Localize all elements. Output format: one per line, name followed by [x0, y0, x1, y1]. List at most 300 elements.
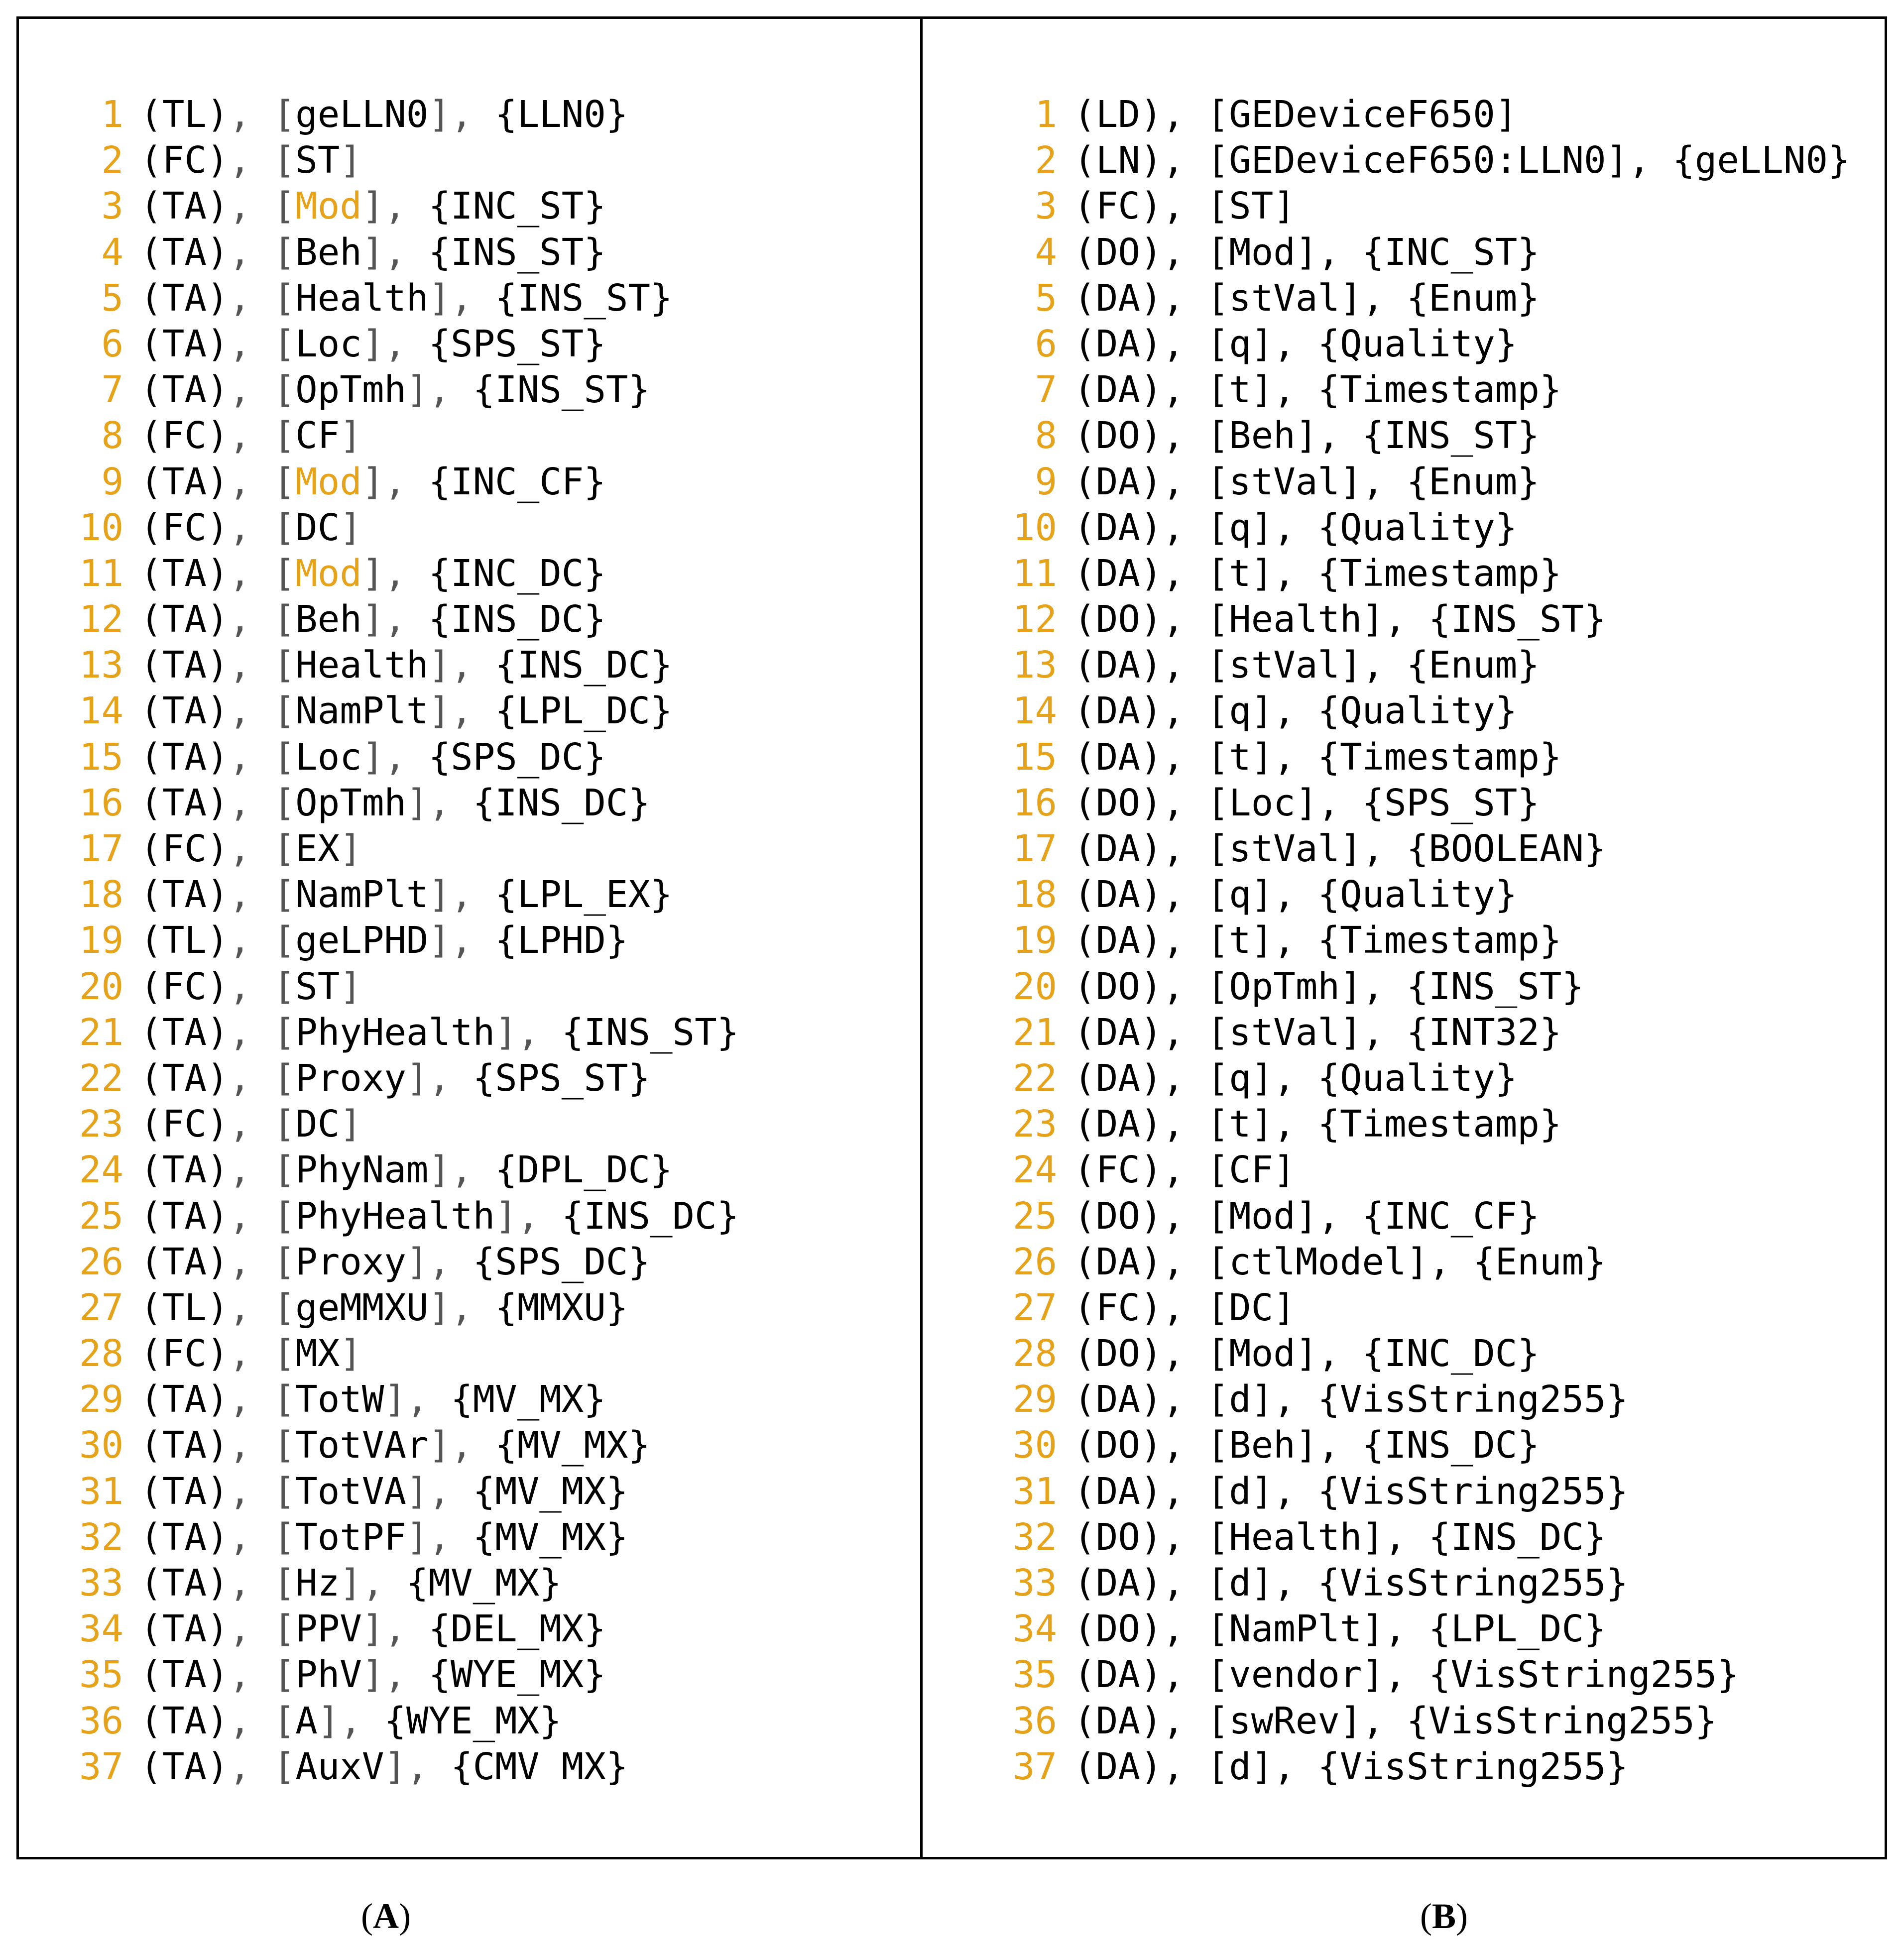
line-number: 25 — [79, 1194, 123, 1238]
code-line — [75, 780, 739, 826]
code-line — [1008, 321, 1850, 367]
line-type: {Quality} — [1317, 506, 1518, 549]
line-name: NamPlt — [295, 689, 429, 733]
line-name: swRev — [1229, 1699, 1340, 1742]
separator: , [ — [1162, 1194, 1229, 1238]
separator: ], — [1362, 598, 1429, 641]
code-line — [75, 413, 739, 459]
separator: ], — [1251, 368, 1318, 412]
line-name: ST — [295, 965, 340, 1008]
line-kind: (TA) — [140, 1562, 229, 1605]
line-type: {LLN0} — [495, 93, 628, 136]
line-number: 8 — [101, 414, 123, 458]
code-line — [75, 1193, 739, 1239]
line-type: {INS_DC} — [473, 781, 651, 824]
line-number: 29 — [79, 1378, 123, 1421]
line-number: 2 — [101, 139, 123, 182]
figure-frame — [16, 16, 1887, 1859]
separator: ], — [406, 1515, 473, 1559]
line-type: {INC_ST} — [1362, 230, 1540, 274]
line-kind: (TA) — [140, 1699, 229, 1742]
line-name: DC — [295, 1103, 340, 1146]
separator: , [ — [1162, 1011, 1229, 1054]
line-number: 37 — [1012, 1745, 1057, 1788]
separator: , [ — [1162, 460, 1229, 503]
separator: ], — [1251, 1378, 1318, 1421]
line-number: 24 — [1012, 1148, 1057, 1192]
line-name: t — [1229, 1103, 1251, 1146]
separator: , [ — [229, 1240, 296, 1283]
separator: , [ — [229, 185, 296, 228]
line-number: 15 — [79, 735, 123, 779]
line-number: 11 — [79, 552, 123, 595]
line-kind: (DA) — [1073, 1470, 1163, 1513]
line-kind: (TA) — [140, 689, 229, 733]
separator: ], — [361, 735, 429, 779]
line-name: Loc — [295, 322, 362, 365]
line-number: 34 — [79, 1607, 123, 1651]
line-kind: (TA) — [140, 1424, 229, 1467]
separator: ], — [428, 919, 495, 962]
line-number: 8 — [1035, 414, 1057, 458]
code-line — [1008, 872, 1850, 918]
line-name: q — [1229, 1056, 1251, 1100]
line-kind: (TA) — [140, 230, 229, 274]
separator: , [ — [229, 139, 296, 182]
line-type: {Timestamp} — [1317, 1103, 1562, 1146]
line-type: {Enum} — [1406, 276, 1540, 320]
separator: ], — [1362, 1607, 1429, 1651]
line-kind: (DO) — [1073, 965, 1163, 1008]
caption-a: (A) — [361, 1896, 411, 1936]
separator: ], — [1362, 1653, 1429, 1697]
separator: , [ — [229, 1515, 296, 1559]
line-type: {INC_CF} — [428, 460, 606, 503]
line-number: 10 — [1012, 506, 1057, 549]
line-type: {INS_ST} — [561, 1011, 739, 1054]
separator: , [ — [1162, 1056, 1229, 1100]
line-kind: (DA) — [1073, 552, 1163, 595]
line-number: 6 — [101, 322, 123, 365]
line-kind: (TA) — [140, 735, 229, 779]
separator: ], — [1251, 1745, 1318, 1788]
separator: ], — [384, 1745, 451, 1788]
line-number: 10 — [79, 506, 123, 549]
line-name: Health — [295, 276, 429, 320]
caption-b: (B) — [1420, 1896, 1468, 1936]
code-line — [1008, 1193, 1850, 1239]
line-name: Mod — [295, 552, 362, 595]
line-name: geMMXU — [295, 1286, 429, 1329]
separator: , [ — [1162, 1286, 1229, 1329]
line-name: EX — [295, 827, 340, 870]
separator: ], — [1295, 781, 1362, 824]
line-type: {SPS_DC} — [473, 1240, 651, 1283]
line-name: Loc — [1229, 781, 1296, 824]
separator: , [ — [1162, 873, 1229, 917]
code-line — [1008, 734, 1850, 780]
separator: , [ — [1162, 735, 1229, 779]
separator: ], — [428, 1424, 495, 1467]
line-name: Mod — [1229, 1194, 1296, 1238]
separator: , [ — [1162, 1745, 1229, 1788]
line-number: 6 — [1035, 322, 1057, 365]
line-number: 14 — [79, 689, 123, 733]
line-kind: (DA) — [1073, 1103, 1163, 1146]
separator: , [ — [229, 1378, 296, 1421]
separator: , [ — [1162, 230, 1229, 274]
line-name: Mod — [295, 460, 362, 503]
separator: , [ — [229, 689, 296, 733]
line-type: {Timestamp} — [1317, 919, 1562, 962]
code-line — [75, 321, 739, 367]
separator: , [ — [229, 368, 296, 412]
line-type: {Timestamp} — [1317, 552, 1562, 595]
code-line — [1008, 1606, 1850, 1652]
line-number: 1 — [1035, 93, 1057, 136]
code-line — [75, 1285, 739, 1331]
line-kind: (DA) — [1073, 919, 1163, 962]
separator: ] — [340, 1103, 362, 1146]
code-line — [75, 137, 739, 183]
line-type: {WYE_MX} — [428, 1653, 606, 1697]
code-line — [1008, 505, 1850, 551]
separator: ], — [1295, 1332, 1362, 1376]
line-type: {INC_DC} — [1362, 1332, 1540, 1376]
separator: , [ — [1162, 1332, 1229, 1376]
separator: , [ — [229, 965, 296, 1008]
line-number: 26 — [79, 1240, 123, 1283]
line-type: {INS_ST} — [473, 368, 651, 412]
separator: ] — [1273, 1286, 1296, 1329]
separator: ], — [1339, 827, 1407, 870]
line-type: {LPHD} — [495, 919, 628, 962]
line-type: {Quality} — [1317, 1056, 1518, 1100]
separator: , [ — [1162, 276, 1229, 320]
line-number: 24 — [79, 1148, 123, 1192]
code-line — [1008, 367, 1850, 413]
line-type: {MMXU} — [495, 1286, 628, 1329]
separator: ], — [361, 322, 429, 365]
separator: , [ — [1162, 1424, 1229, 1467]
separator: ] — [340, 506, 362, 549]
line-kind: (FC) — [140, 1332, 229, 1376]
separator: , [ — [229, 735, 296, 779]
separator: ] — [340, 1332, 362, 1376]
line-number: 5 — [101, 276, 123, 320]
line-kind: (DA) — [1073, 827, 1163, 870]
code-line — [1008, 688, 1850, 734]
code-line — [1008, 1147, 1850, 1193]
panel-a — [19, 19, 923, 1857]
line-number: 3 — [1035, 185, 1057, 228]
separator: , [ — [1162, 598, 1229, 641]
separator: ], — [361, 460, 429, 503]
line-number: 4 — [101, 230, 123, 274]
separator: , [ — [1162, 414, 1229, 458]
line-type: {Timestamp} — [1317, 368, 1562, 412]
line-type: {INS_ST} — [1362, 414, 1540, 458]
line-name: t — [1229, 368, 1251, 412]
line-kind: (TA) — [140, 1056, 229, 1100]
line-number: 36 — [79, 1699, 123, 1742]
separator: , [ — [1162, 919, 1229, 962]
line-number: 14 — [1012, 689, 1057, 733]
listing-a — [75, 92, 739, 1790]
line-number: 23 — [79, 1103, 123, 1146]
line-type: {DPL_DC} — [495, 1148, 673, 1192]
code-line — [1008, 826, 1850, 872]
line-type: {VisString255} — [1317, 1562, 1629, 1605]
line-number: 31 — [79, 1470, 123, 1513]
line-kind: (DA) — [1073, 873, 1163, 917]
line-name: AuxV — [295, 1745, 384, 1788]
separator: ], — [1251, 919, 1318, 962]
code-line — [75, 1376, 739, 1422]
line-type: {INC_CF} — [1362, 1194, 1540, 1238]
code-line — [75, 734, 739, 780]
line-kind: (FC) — [140, 506, 229, 549]
code-line — [75, 1055, 739, 1101]
line-number: 9 — [1035, 460, 1057, 503]
line-kind: (DO) — [1073, 598, 1163, 641]
line-name: TotVA — [295, 1470, 406, 1513]
line-type: {Quality} — [1317, 689, 1518, 733]
line-name: Mod — [295, 185, 362, 228]
line-kind: (TA) — [140, 1194, 229, 1238]
separator: , [ — [229, 1103, 296, 1146]
line-type: {INT32} — [1406, 1011, 1562, 1054]
panel-b — [923, 19, 1885, 1857]
separator: , [ — [229, 1332, 296, 1376]
line-type: {VisString255} — [1428, 1653, 1739, 1697]
separator: ], — [1251, 689, 1318, 733]
line-number: 16 — [79, 781, 123, 824]
separator: ], — [406, 1056, 473, 1100]
separator: , [ — [229, 1562, 296, 1605]
code-line — [75, 367, 739, 413]
line-number: 9 — [101, 460, 123, 503]
line-name: t — [1229, 552, 1251, 595]
separator: ], — [1339, 644, 1407, 687]
line-number: 18 — [1012, 873, 1057, 917]
separator: , [ — [1162, 1653, 1229, 1697]
line-kind: (TA) — [140, 1011, 229, 1054]
separator: , [ — [229, 1286, 296, 1329]
line-kind: (DA) — [1073, 1011, 1163, 1054]
line-name: d — [1229, 1745, 1251, 1788]
line-kind: (DO) — [1073, 1194, 1163, 1238]
line-kind: (TA) — [140, 644, 229, 687]
line-number: 13 — [1012, 644, 1057, 687]
line-number: 3 — [101, 185, 123, 228]
line-type: {SPS_ST} — [428, 322, 606, 365]
line-kind: (DO) — [1073, 1332, 1163, 1376]
separator: , [ — [1162, 368, 1229, 412]
separator: ], — [1339, 965, 1407, 1008]
line-kind: (TA) — [140, 1470, 229, 1513]
line-type: {INS_ST} — [1428, 598, 1606, 641]
separator: ], — [317, 1699, 384, 1742]
line-number: 32 — [79, 1515, 123, 1559]
line-type: {Quality} — [1317, 322, 1518, 365]
separator: ], — [406, 781, 473, 824]
separator: ], — [1362, 1515, 1429, 1559]
line-name: d — [1229, 1378, 1251, 1421]
separator: , [ — [229, 1470, 296, 1513]
code-line — [75, 1101, 739, 1147]
line-number: 30 — [79, 1424, 123, 1467]
line-name: PhyHealth — [295, 1194, 495, 1238]
code-line — [75, 1422, 739, 1468]
line-name: GEDeviceF650 — [1229, 93, 1495, 136]
separator: ], — [1339, 460, 1407, 503]
separator: , [ — [229, 93, 296, 136]
separator: ], — [1606, 139, 1673, 182]
separator: ], — [361, 1653, 429, 1697]
code-line — [75, 505, 739, 551]
code-line — [1008, 1744, 1850, 1790]
line-type: {INC_DC} — [428, 552, 606, 595]
separator: , [ — [229, 414, 296, 458]
line-kind: (TA) — [140, 276, 229, 320]
line-name: ST — [1229, 185, 1274, 228]
line-kind: (TA) — [140, 1378, 229, 1421]
line-name: PPV — [295, 1607, 362, 1651]
line-kind: (DO) — [1073, 414, 1163, 458]
code-line — [1008, 596, 1850, 642]
code-line — [75, 1744, 739, 1790]
separator: , [ — [1162, 506, 1229, 549]
separator: , [ — [1162, 552, 1229, 595]
separator: , [ — [1162, 1240, 1229, 1283]
line-name: ST — [295, 139, 340, 182]
line-type: {INS_DC} — [561, 1194, 739, 1238]
separator: , [ — [1162, 781, 1229, 824]
line-type: {geLLN0} — [1672, 139, 1850, 182]
line-number: 21 — [1012, 1011, 1057, 1054]
line-type: {CMV MX} — [451, 1745, 628, 1788]
code-line — [75, 872, 739, 918]
separator: ], — [1251, 322, 1318, 365]
line-name: A — [295, 1699, 318, 1742]
line-name: OpTmh — [295, 368, 406, 412]
code-line — [1008, 918, 1850, 963]
line-number: 7 — [1035, 368, 1057, 412]
separator: ], — [1295, 414, 1362, 458]
code-line — [1008, 137, 1850, 183]
line-name: PhyNam — [295, 1148, 429, 1192]
separator: , [ — [229, 1699, 296, 1742]
line-kind: (TA) — [140, 873, 229, 917]
line-name: Mod — [1229, 1332, 1296, 1376]
line-kind: (TA) — [140, 781, 229, 824]
code-line — [1008, 780, 1850, 826]
line-type: {MV_MX} — [451, 1378, 606, 1421]
line-name: t — [1229, 919, 1251, 962]
line-number: 11 — [1012, 552, 1057, 595]
separator: , [ — [229, 827, 296, 870]
line-kind: (DA) — [1073, 322, 1163, 365]
line-name: GEDeviceF650:LLN0 — [1229, 139, 1606, 182]
line-name: PhyHealth — [295, 1011, 495, 1054]
line-name: NamPlt — [295, 873, 429, 917]
line-kind: (DO) — [1073, 781, 1163, 824]
code-line — [75, 229, 739, 275]
separator: ] — [340, 414, 362, 458]
line-number: 1 — [101, 93, 123, 136]
separator: ] — [340, 139, 362, 182]
line-name: stVal — [1229, 276, 1340, 320]
line-name: d — [1229, 1470, 1251, 1513]
line-kind: (DO) — [1073, 230, 1163, 274]
separator: ] — [1273, 185, 1296, 228]
separator: , [ — [229, 919, 296, 962]
code-line — [75, 183, 739, 229]
separator: ], — [1251, 1470, 1318, 1513]
line-number: 29 — [1012, 1378, 1057, 1421]
line-kind: (TL) — [140, 1286, 229, 1329]
line-name: TotVAr — [295, 1424, 429, 1467]
line-kind: (TA) — [140, 1148, 229, 1192]
separator: ], — [428, 1286, 495, 1329]
separator: , [ — [229, 1148, 296, 1192]
separator: , [ — [1162, 322, 1229, 365]
line-name: Health — [1229, 1515, 1362, 1559]
line-name: stVal — [1229, 644, 1340, 687]
line-kind: (TA) — [140, 1515, 229, 1559]
line-number: 13 — [79, 644, 123, 687]
separator: ] — [340, 965, 362, 1008]
code-line — [75, 596, 739, 642]
line-type: {INS_DC} — [495, 644, 673, 687]
line-type: {Enum} — [1406, 644, 1540, 687]
code-line — [75, 826, 739, 872]
line-number: 27 — [1012, 1286, 1057, 1329]
line-type: {SPS_DC} — [428, 735, 606, 779]
separator: ], — [1251, 735, 1318, 779]
line-kind: (DA) — [1073, 460, 1163, 503]
line-name: stVal — [1229, 1011, 1340, 1054]
line-number: 21 — [79, 1011, 123, 1054]
code-line — [75, 275, 739, 321]
separator: , [ — [1162, 965, 1229, 1008]
line-number: 33 — [1012, 1562, 1057, 1605]
code-line — [75, 1469, 739, 1514]
code-line — [1008, 92, 1850, 137]
line-name: NamPlt — [1229, 1607, 1362, 1651]
line-kind: (DA) — [1073, 735, 1163, 779]
line-kind: (TA) — [140, 368, 229, 412]
code-line — [75, 1606, 739, 1652]
line-kind: (TA) — [140, 1653, 229, 1697]
line-name: q — [1229, 689, 1251, 733]
line-kind: (TA) — [140, 552, 229, 595]
code-line — [1008, 459, 1850, 505]
line-name: geLLN0 — [295, 93, 429, 136]
code-line — [1008, 964, 1850, 1010]
separator: , [ — [229, 781, 296, 824]
line-type: {DEL_MX} — [428, 1607, 606, 1651]
separator: ], — [1295, 230, 1362, 274]
separator: , [ — [1162, 1103, 1229, 1146]
line-name: CF — [1229, 1148, 1274, 1192]
code-line — [1008, 1331, 1850, 1376]
code-line — [1008, 1285, 1850, 1331]
line-kind: (DO) — [1073, 1424, 1163, 1467]
line-kind: (FC) — [140, 1103, 229, 1146]
line-name: Hz — [295, 1562, 340, 1605]
